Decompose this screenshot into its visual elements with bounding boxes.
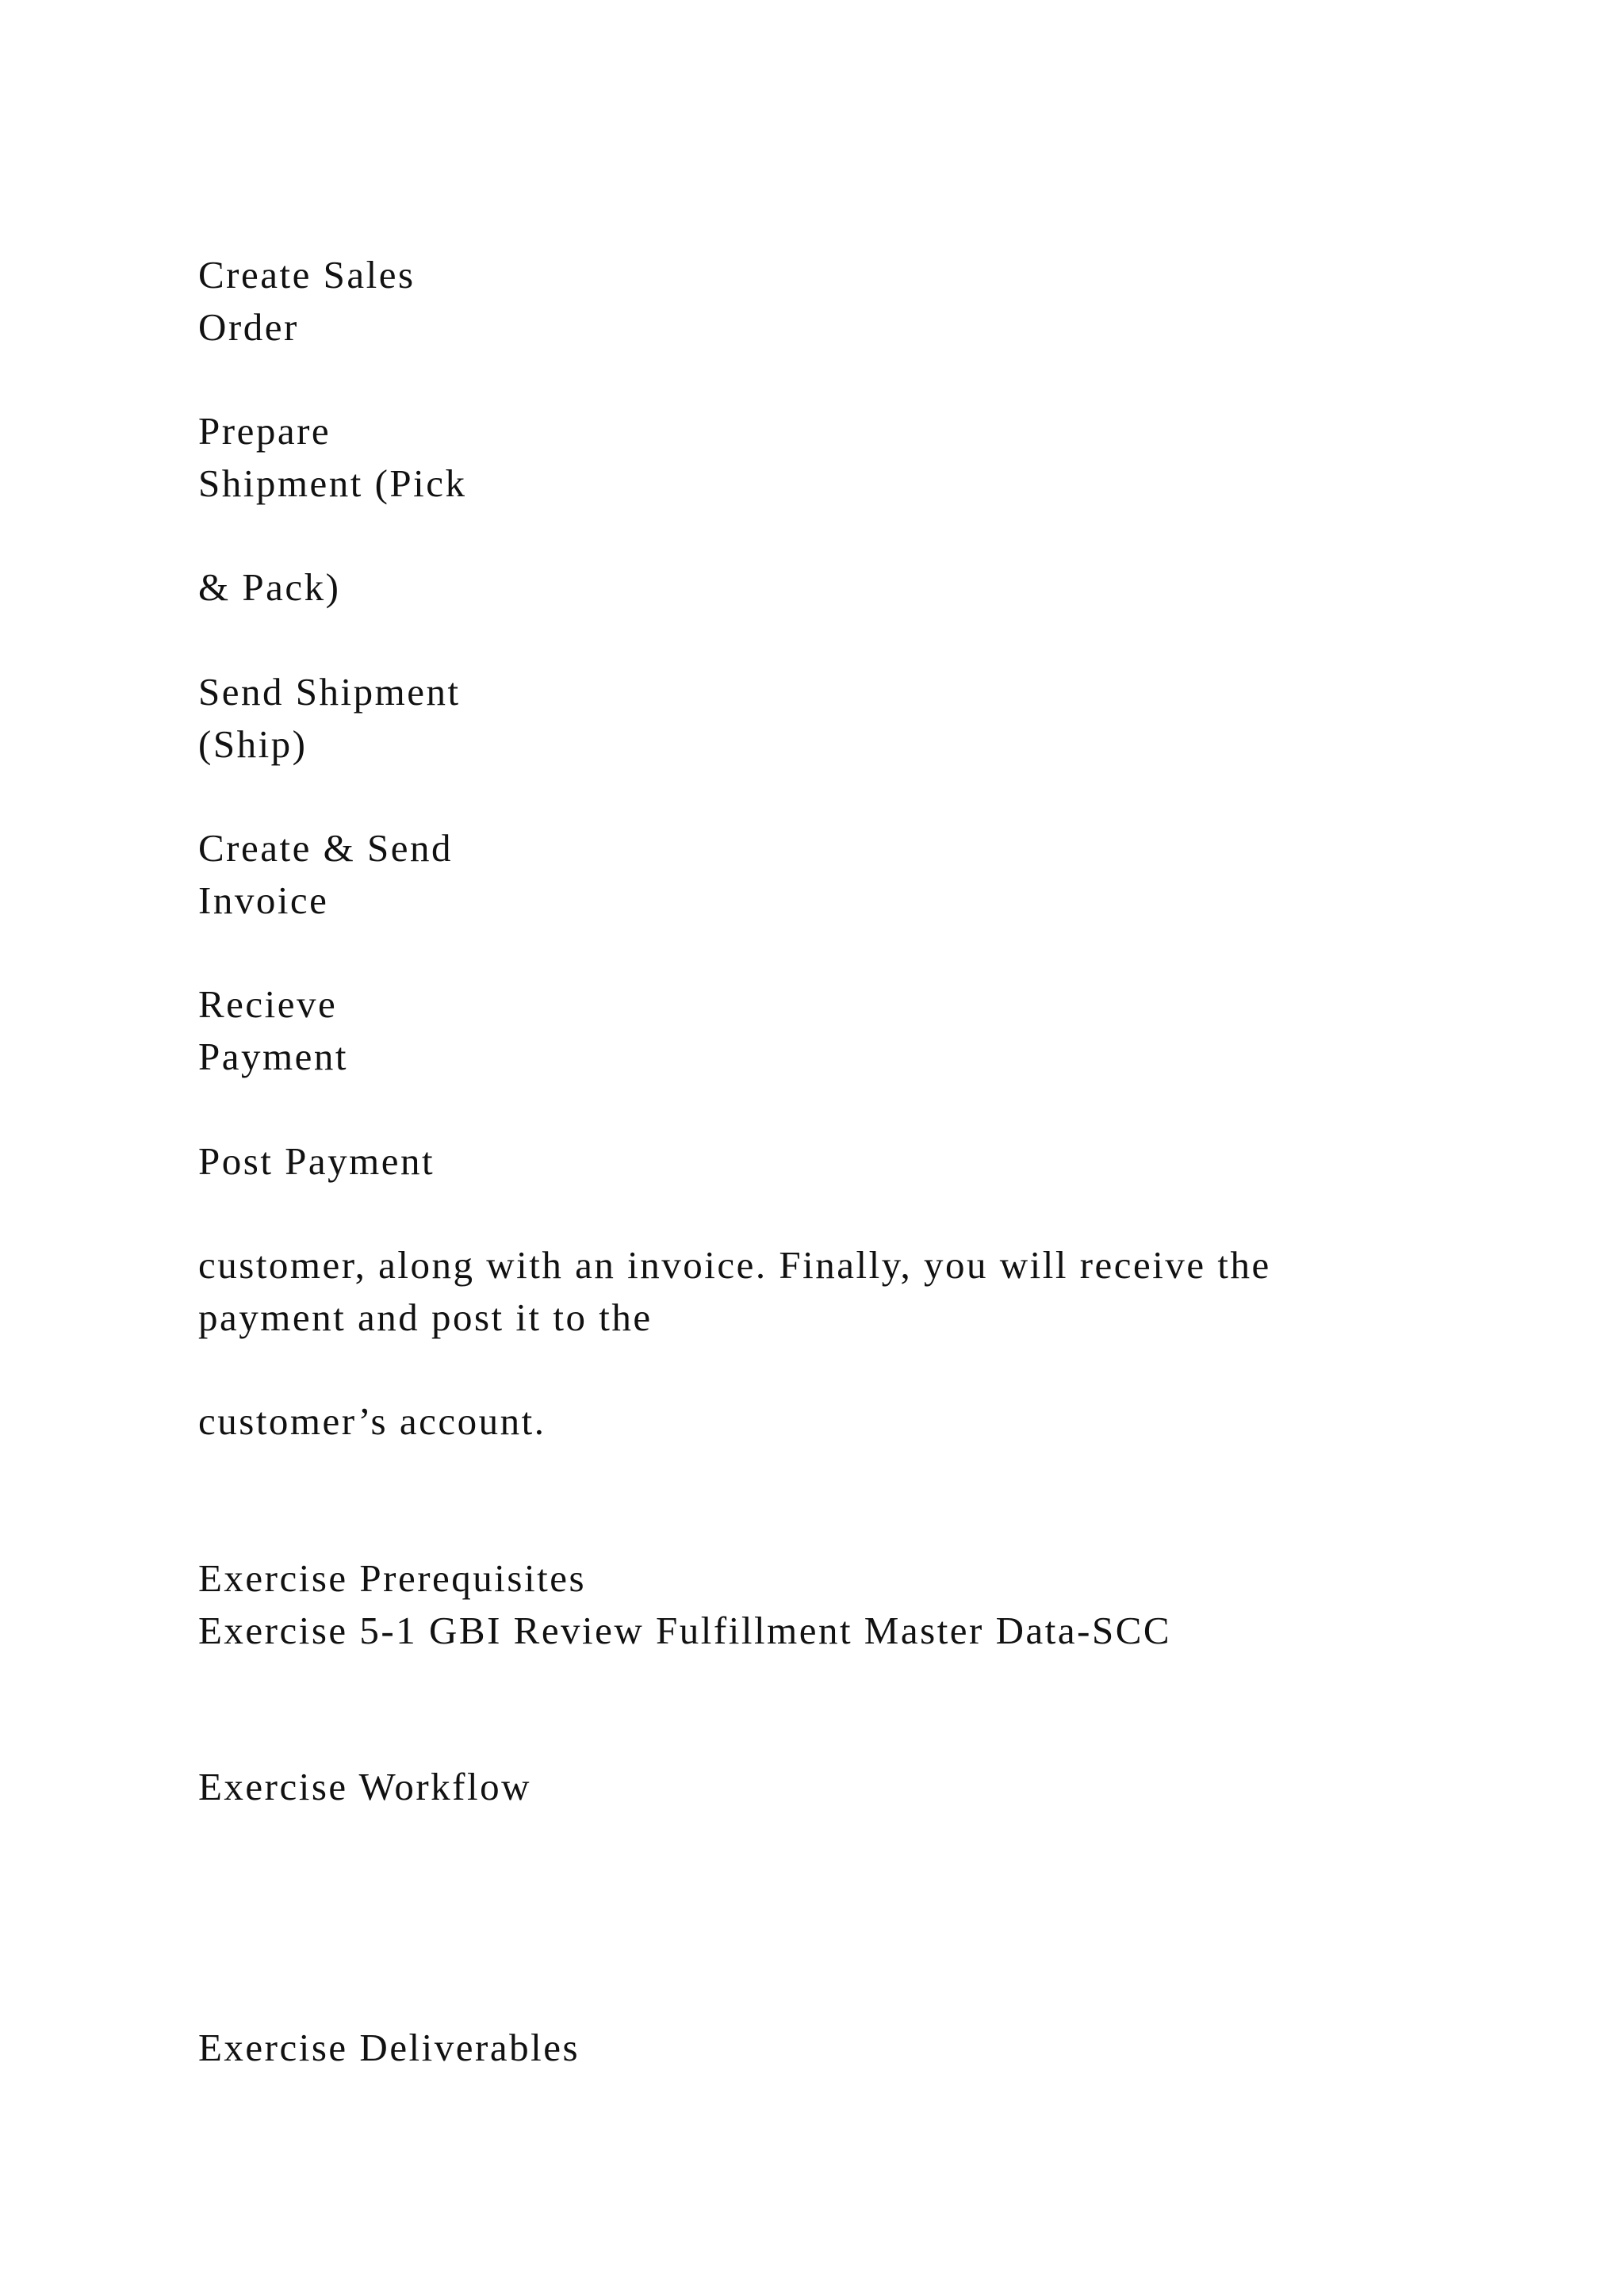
deliverables-heading: Exercise Deliverables [198,2026,580,2069]
step-label-line: (Ship) [198,722,308,766]
paragraph-line: payment and post it to the [198,1295,653,1339]
step-label-line: Prepare [198,409,331,453]
step-label-line: Create Sales [198,253,416,297]
step-label-line: Invoice [198,878,329,922]
paragraph-line: customer’s account. [198,1399,546,1443]
prerequisites-heading: Exercise Prerequisites [198,1556,587,1600]
step-label-line: Order [198,305,299,349]
step-label-line: Recieve [198,982,338,1026]
step-label-line: & Pack) [198,565,341,609]
step-label-line: Send Shipment [198,670,461,714]
prerequisites-item: Exercise 5-1 GBI Review Fulfillment Master Data-SCC [198,1609,1172,1652]
step-label-line: Create & Send [198,826,453,870]
step-label-line: Payment [198,1035,348,1078]
workflow-heading: Exercise Workflow [198,1765,532,1808]
step-label-line: Shipment (Pick [198,461,467,505]
step-label-line: Post Payment [198,1139,435,1183]
paragraph-line: customer, along with an invoice. Finally, you will receive the [198,1243,1271,1287]
